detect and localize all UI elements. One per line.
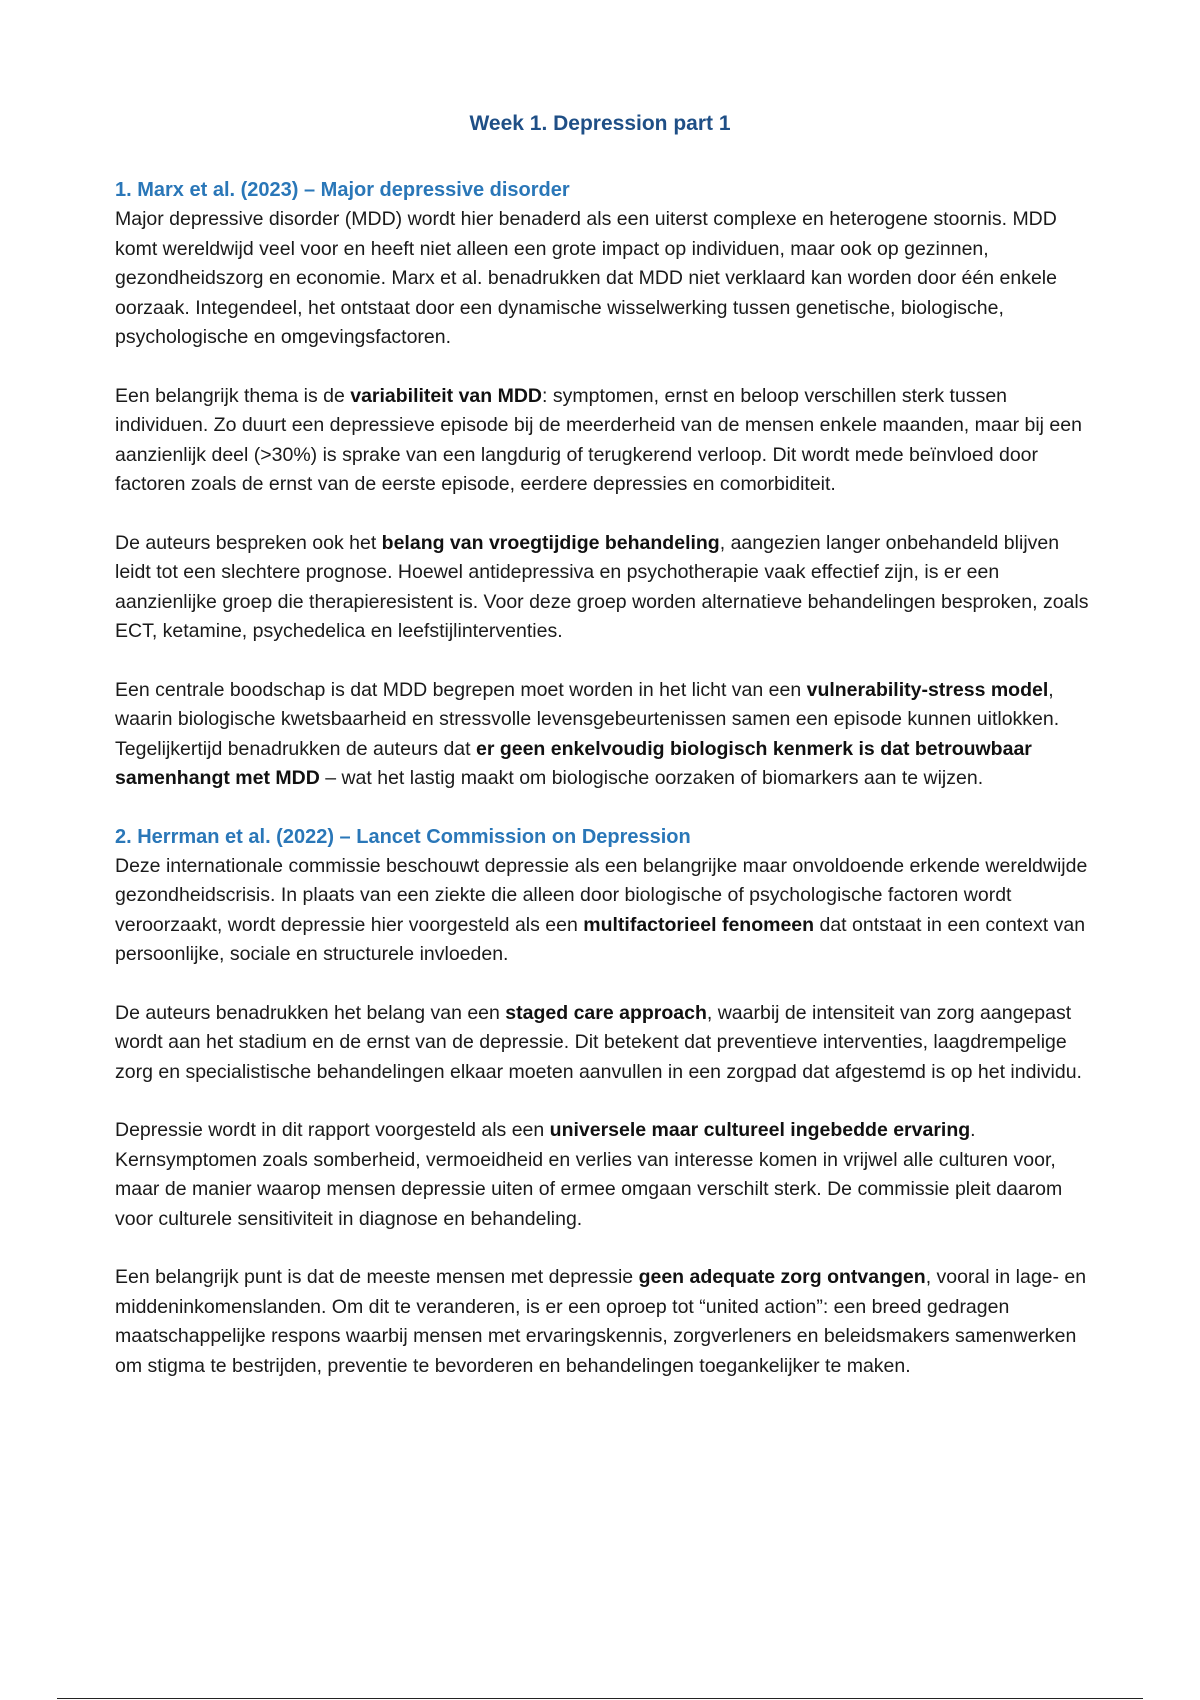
- text-run: Een belangrijk thema is de: [115, 384, 351, 407]
- emphasis-text: er geen enkelvoudig biologisch kenmerk is dat betrouwbaar samenhangt met MDD: [115, 737, 1032, 789]
- emphasis-text: variabiliteit van MDD: [350, 384, 543, 407]
- text-run: De auteurs benadrukken het belang van een: [115, 1001, 506, 1024]
- emphasis-text: belang van vroegtijdige behandeling: [381, 531, 720, 554]
- text-run: Depressie wordt in dit rapport voorgesteld als een: [115, 1119, 550, 1141]
- page-title: Week 1. Depression part 1: [469, 112, 731, 135]
- emphasis-text: multifactorieel fenomeen: [583, 913, 815, 936]
- text-run: . Kernsymptomen zoals somberheid, vermoeidheid en verlies van interesse komen in vrijwel alle culturen voor, maar de manier waarop mensen depressie uiten of ermee omgaan verschilt sterk. De commissie pleit daarom voor culturele sensitiviteit in diagnose en behandeling.: [115, 1119, 1063, 1230]
- text-run: : symptomen, ernst en beloop verschillen sterk tussen individuen. Zo duurt een depressieve episode bij de meerderheid van de mensen enkele maanden, maar bij een aanzienlijk deel (>30%) is sprake van een langdurig of terugkerend verloop. Dit wordt mede beïnvloed door factoren zoals de ernst van de eerste episode, eerdere depressies en comorbiditeit.: [115, 384, 1082, 495]
- text-run: De auteurs bespreken ook het: [115, 531, 382, 554]
- paragraph: [115, 852, 1090, 970]
- paragraph: [115, 999, 1090, 1088]
- paragraph: [115, 529, 1090, 647]
- emphasis-text: universele maar cultureel ingebedde ervaring: [549, 1119, 971, 1141]
- paragraph: [115, 676, 1090, 794]
- section-marx: [115, 176, 1090, 794]
- document-body: [115, 176, 1090, 1410]
- text-run: Deze internationale commissie beschouwt depressie als een belangrijke maar onvoldoende erkende wereldwijde gezondheidscrisis. In plaats van een ziekte die alleen door biologische of psychologische factoren wordt veroorzaakt, wordt depressie hier voorgesteld als een: [115, 854, 1088, 936]
- text-run: – wat het lastig maakt om biologische oorzaken of biomarkers aan te wijzen.: [319, 767, 984, 789]
- section-heading: 2. Herrman et al. (2022) – Lancet Commission on Depression: [115, 825, 691, 848]
- paragraph: [115, 382, 1090, 500]
- text-run: , vooral in lage- en middeninkomenslanden. Om dit te veranderen, is er een oproep tot “united action”: een breed gedragen maatschappelijke respons waarbij mensen met ervaringskennis, zorgverleners en beleidsmakers samenwerken om stigma te bestrijden, preventie te bevorderen en behandelingen toegankelijker te maken.: [115, 1266, 1087, 1377]
- emphasis-text: vulnerability-stress model: [806, 678, 1049, 701]
- paragraph: [115, 205, 1090, 353]
- section-herrman: [115, 823, 1090, 1382]
- text-run: Een centrale boodschap is dat MDD begrepen moet worden in het licht van een: [115, 678, 807, 701]
- paragraph: [115, 1263, 1090, 1381]
- text-run: Een belangrijk punt is dat de meeste mensen met depressie: [115, 1266, 639, 1288]
- text-run: Major depressive disorder (MDD) wordt hier benaderd als een uiterst complexe en heterogene stoornis. MDD komt wereldwijd veel voor en heeft niet alleen een grote impact op individuen, maar ook op gezinnen, gezondheidszorg en economie. Marx et al. benadrukken dat MDD niet verklaard kan worden door één enkele oorzaak. Integendeel, het ontstaat door een dynamische wisselwerking tussen genetische, biologische, psychologische en omgevingsfactoren.: [115, 208, 1057, 348]
- text-run: dat ontstaat in een context van persoonlijke, sociale en structurele invloeden.: [115, 913, 1086, 965]
- text-run: , aangezien langer onbehandeld blijven leidt tot een slechtere prognose. Hoewel antidepressiva en psychotherapie vaak effectief zijn, is er een aanzienlijke groep die therapieresistent is. Voor deze groep worden alternatieve behandelingen besproken, zoals ECT, ketamine, psychedelica en leefstijlinterventies.: [115, 531, 1089, 642]
- emphasis-text: geen adequate zorg ontvangen: [638, 1266, 926, 1288]
- section-heading: 1. Marx et al. (2023) – Major depressive disorder: [115, 179, 570, 201]
- footer-divider: [57, 1698, 1143, 1699]
- text-run: , waarbij de intensiteit van zorg aangepast wordt aan het stadium en de ernst van de depressie. Dit betekent dat preventieve interventies, laagdrempelige zorg en specialistische behandelingen elkaar moeten aanvullen in een zorgpad dat afgestemd is op het individu.: [115, 1001, 1082, 1083]
- text-run: , waarin biologische kwetsbaarheid en stressvolle levensgebeurtenissen samen een episode kunnen uitlokken. Tegelijkertijd benadrukken de auteurs dat: [115, 678, 1060, 760]
- paragraph: [115, 1116, 1090, 1234]
- emphasis-text: staged care approach: [505, 1001, 707, 1024]
